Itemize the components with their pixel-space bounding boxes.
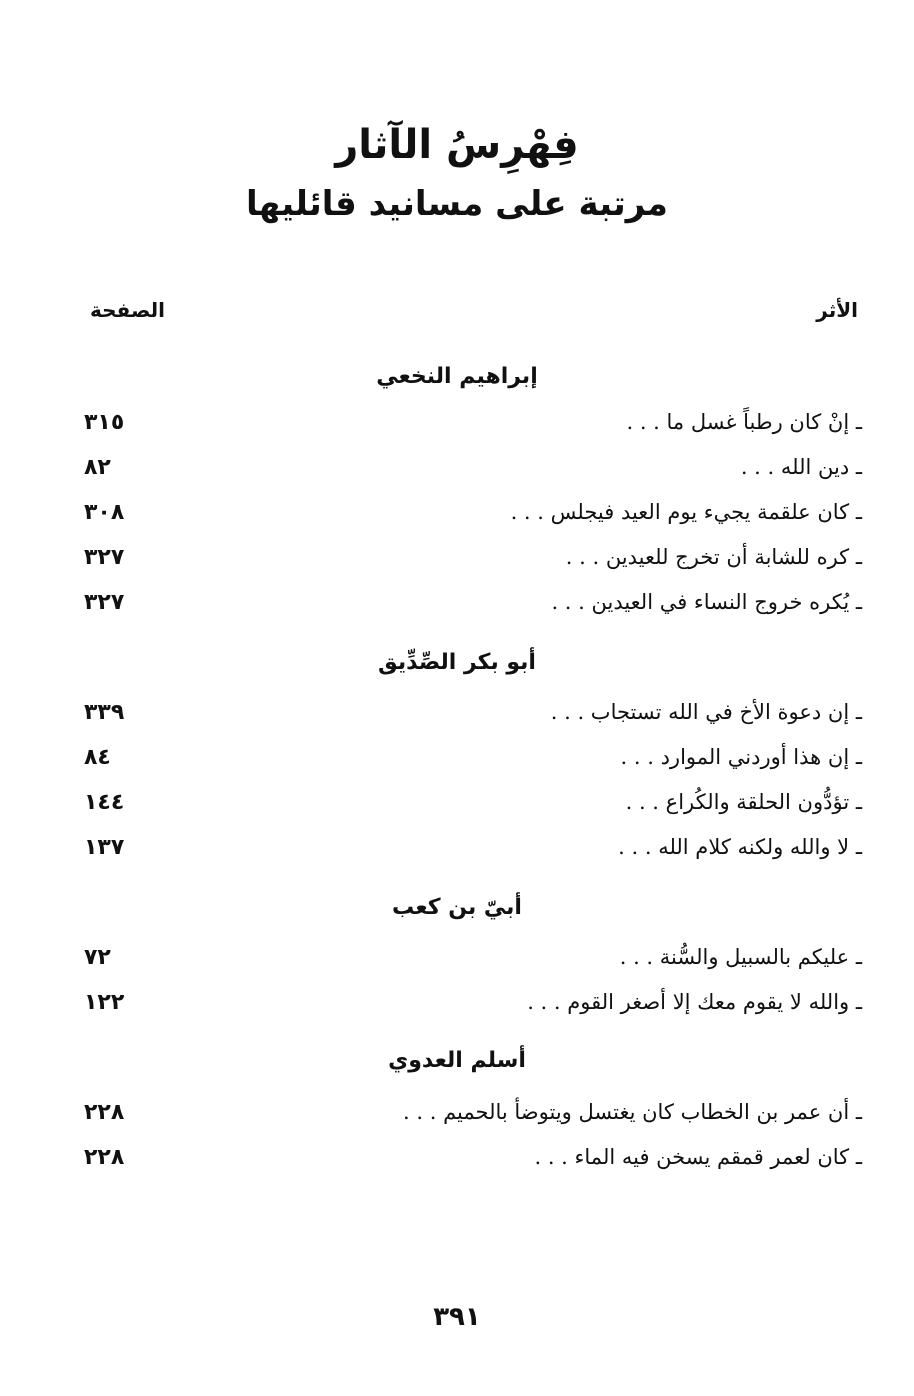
page-ref: ٣٢٧ [84,545,125,570]
column-header-athar: الأثر [816,298,858,322]
page-ref: ٣٢٧ [84,590,125,615]
athar-text: ـ والله لا يقوم معك إلا أصغر القوم . . . [527,990,862,1014]
athar-text: ـ لا والله ولكنه كلام الله . . . [618,835,862,859]
index-subtitle: مرتبة على مسانيد قائليها [246,184,668,224]
list-item [84,500,862,536]
list-item [84,835,862,871]
page-ref: ٢٢٨ [84,1100,125,1125]
page-ref: ٣٠٨ [84,500,125,525]
section-heading-ubayy-ibn-kab: أبيّ بن كعب [392,895,522,920]
athar-text: ـ يُكره خروج النساء في العيدين . . . [551,590,862,614]
list-item [84,790,862,826]
section-heading-aslam-adawi: أسلم العدوي [388,1048,526,1073]
athar-text: ـ إن دعوة الأخ في الله تستجاب . . . [550,700,862,724]
athar-text: ـ كان علقمة يجيء يوم العيد فيجلس . . . [510,500,862,524]
page-ref: ٢٢٨ [84,1145,125,1170]
list-item [84,990,862,1026]
list-item [84,700,862,736]
page-ref: ١٢٢ [84,990,125,1015]
page-ref: ٨٤ [84,745,111,770]
list-item [84,410,862,446]
page-ref: ٨٢ [84,455,111,480]
page-number: ٣٩١ [433,1302,481,1332]
athar-text: ـ تؤدُّون الحلقة والكُراع . . . [625,790,862,814]
athar-text: ـ كره للشابة أن تخرج للعيدين . . . [565,545,862,569]
page-ref: ٣١٥ [84,410,125,435]
athar-text: ـ دين الله . . . [740,455,862,479]
list-item [84,590,862,626]
list-item [84,945,862,981]
page-ref: ١٤٤ [84,790,125,815]
list-item [84,1100,862,1136]
athar-text: ـ إنْ كان رطباً غسل ما . . . [626,410,862,434]
section-heading-ibrahim-nakhai: إبراهيم النخعي [376,364,538,389]
list-item [84,455,862,491]
athar-text: ـ أن عمر بن الخطاب كان يغتسل ويتوضأ بالحميم . . . [403,1100,862,1124]
page-ref: ٣٣٩ [84,700,125,725]
page-ref: ٧٢ [84,945,111,970]
list-item [84,745,862,781]
page-ref: ١٣٧ [84,835,125,860]
list-item [84,1145,862,1181]
index-title: فِهْرِسُ الآثار [335,122,579,168]
section-heading-abu-bakr: أبو بكر الصِّدِّيق [378,650,536,675]
athar-text: ـ عليكم بالسبيل والسُّنة . . . [619,945,862,969]
athar-text: ـ إن هذا أوردني الموارد . . . [620,745,862,769]
column-header-page: الصفحة [90,298,166,322]
athar-text: ـ كان لعمر قمقم يسخن فيه الماء . . . [534,1145,862,1169]
list-item [84,545,862,581]
